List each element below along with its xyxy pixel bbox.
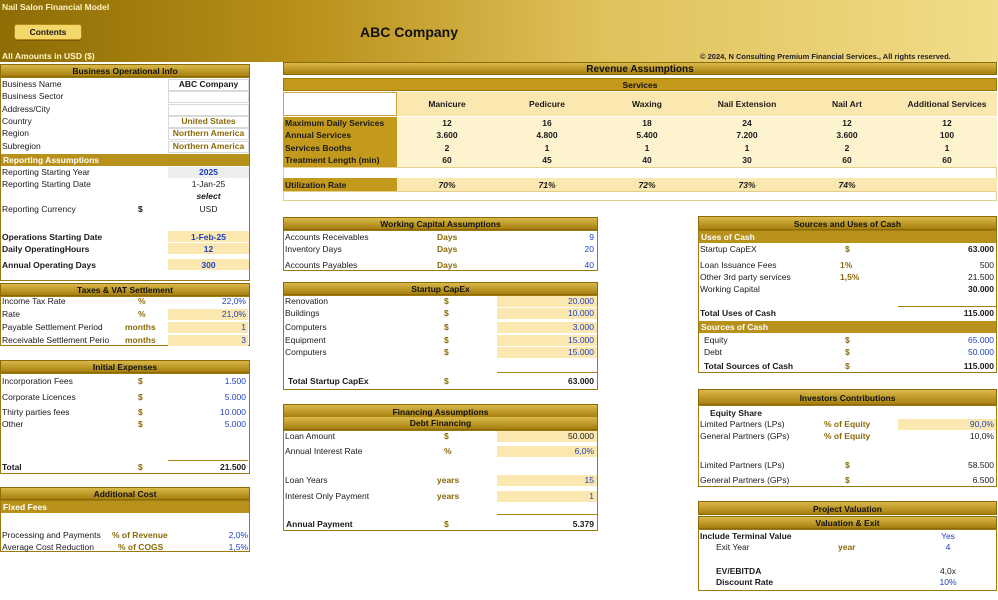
annual-payment-value: 5.379 [572,519,594,529]
financing-unit: $ [444,431,449,441]
total-uses-label: Total Uses of Cash [700,308,776,318]
start-year-value: 2025 [199,167,218,177]
expense-unit: $ [138,419,143,429]
debt-financing-header: Debt Financing [283,417,598,430]
investor-amount-label: General Partners (GPs) [700,475,790,485]
additional-label: Processing and Payments [2,530,101,540]
uses-value: 500 [979,260,994,270]
select-hint: select [196,191,221,201]
financing-value: 15 [584,475,594,485]
uses-unit: 1,5% [840,272,860,282]
sources-value: 50.000 [968,347,994,357]
service-name: Additional Services [907,99,987,109]
equity-share-label: Equity Share [710,408,762,418]
additional-unit: % of COGS [118,542,164,552]
tax-unit: % [138,309,146,319]
financing-value: 6,0% [574,446,594,456]
investor-share-label: General Partners (GPs) [700,431,790,441]
capex-label: Computers [285,322,327,332]
util-value[interactable]: 74% [838,180,856,190]
contents-button[interactable]: Contents [14,24,82,40]
wc-label: Accounts Payables [285,260,358,270]
tax-unit: months [125,335,156,345]
util-value[interactable]: 72% [638,180,656,190]
util-value[interactable]: 71% [538,180,556,190]
capex-label: Equipment [285,335,326,345]
annual-payment-label: Annual Payment [286,519,353,529]
revenue-row-label: Treatment Length (min) [285,154,380,165]
expense-label: Incorporation Fees [2,376,73,386]
revenue-value[interactable]: 24 [742,118,752,128]
ops-date-value: 1-Feb-25 [191,232,226,242]
days-label: Annual Operating Days [2,260,96,270]
uses-section: Uses of Cash [699,231,996,243]
capex-total-line [497,372,597,373]
util-value[interactable]: 70% [438,180,456,190]
expense-value: 5.000 [224,419,246,429]
wc-label: Inventory Days [285,244,342,254]
total-sources-unit: $ [845,361,850,371]
ops-date-label: Operations Starting Date [2,232,103,242]
revenue-value[interactable]: 12 [442,118,452,128]
wc-value[interactable]: 40 [584,260,594,270]
investor-share-unit: % of Equity [824,419,871,429]
investor-amount-value: 58.500 [968,460,994,470]
initial-header: Initial Expenses [0,360,250,373]
tax-label: Income Tax Rate [2,296,66,306]
tax-label: Payable Settlement Period [2,322,103,332]
additional-unit: % of Revenue [112,530,168,540]
financing-value: 1 [589,491,594,501]
financing-label: Annual Interest Rate [285,446,363,456]
wc-header: Working Capital Assumptions [283,217,598,230]
bizinfo-input[interactable] [168,91,249,103]
uses-value: 63.000 [968,244,994,254]
expense-value: 5.000 [224,392,246,402]
sources-section: Sources of Cash [699,321,996,333]
expense-label: Other [2,419,24,429]
uses-unit: $ [845,244,850,254]
investor-share-unit: % of Equity [824,431,871,441]
revenue-value[interactable]: 1 [544,142,550,153]
investor-share-value: 90,0% [969,419,994,429]
ev-ebitda-value[interactable]: 4,0x [939,566,957,576]
financing-unit: years [437,475,460,485]
uses-total-line [898,306,996,307]
currency-symbol: $ [138,204,143,214]
total-sources-value: 115.000 [963,361,994,371]
financing-total-line [497,514,597,515]
capex-unit: $ [444,296,449,306]
revenue-value[interactable]: 60 [842,154,852,165]
financing-value: 50.000 [568,431,594,441]
expense-label: Corporate Licences [2,392,76,402]
capex-total-label: Total Startup CapEx [288,376,369,386]
revenue-value[interactable]: 1 [644,142,650,153]
expense-unit: $ [138,407,143,417]
revenue-value[interactable]: 45 [542,154,552,165]
hours-label: Daily OperatingHours [2,244,90,254]
taxes-header: Taxes & VAT Settlement [0,283,250,296]
capex-unit: $ [444,347,449,357]
bizinfo-value: Northern America [172,128,245,139]
initial-total-unit: $ [138,462,143,472]
company-title: ABC Company [360,24,459,40]
discount-rate-label: Discount Rate [716,577,774,587]
investor-amount-unit: $ [845,460,850,470]
wc-value[interactable]: 20 [584,244,594,254]
wc-value[interactable]: 9 [589,232,594,242]
wc-unit: Days [437,244,458,254]
tax-value: 3 [241,335,246,345]
service-name: Nail Extension [717,99,777,109]
total-uses-value: 115.000 [963,308,994,318]
financing-header: Financing Assumptions [283,404,598,418]
revenue-row-label: Services Booths [285,142,352,153]
total-sources-label: Total Sources of Cash [704,361,794,371]
revenue-value[interactable]: 3.600 [436,130,458,141]
sources-header: Sources and Uses of Cash [698,216,997,230]
hours-value: 12 [203,244,214,254]
util-gap [283,191,997,201]
start-date-value[interactable]: 1-Jan-25 [191,179,226,189]
exit-year-label: Exit Year [716,542,750,552]
investors-header: Investors Contributions [698,389,997,405]
capex-total-value: 63.000 [568,376,594,386]
tax-label: Receivable Settlement Perio [2,335,110,345]
capex-total-unit: $ [444,376,449,386]
capex-value: 20.000 [568,296,594,306]
valuation-exit-header: Valuation & Exit [698,516,997,529]
bizinfo-label: Country [2,115,32,126]
sources-label: Debt [704,347,722,357]
bizinfo-input[interactable] [168,104,249,116]
tax-value: 21,0% [221,309,246,319]
initial-total-label: Total [2,462,22,472]
tax-unit: % [138,296,146,306]
revenue-value[interactable]: 12 [842,118,852,128]
uses-value: 30.000 [968,284,994,294]
service-name: Pedicure [529,99,565,109]
service-name: Nail Art [832,99,862,109]
financing-label: Interest Only Payment [285,491,370,501]
revenue-row-label: Maximum Daily Services [285,118,385,128]
financing-label: Loan Years [285,475,328,485]
exit-year-unit: year [838,542,856,552]
ev-ebitda-label: EV/EBITDA [716,566,762,576]
wc-unit: Days [437,260,458,270]
capex-value: 10.000 [568,308,594,318]
wc-unit: Days [437,232,458,242]
util-label: Utilization Rate [285,180,347,190]
services-header: Services [283,78,997,91]
capex-unit: $ [444,322,449,332]
uses-label: Startup CapEX [700,244,757,254]
currency-value[interactable]: USD [199,204,218,214]
days-value: 300 [201,260,216,270]
capex-unit: $ [444,335,449,345]
additional-value: 1,5% [228,542,248,552]
bizinfo-value: Northern America [172,140,245,151]
sources-label: Equity [704,335,728,345]
wc-label: Accounts Receivables [285,232,369,242]
investor-share-label: Limited Partners (LPs) [700,419,785,429]
revenue-value[interactable]: 30 [742,154,752,165]
sources-value: 65.000 [968,335,994,345]
expense-value: 1.500 [224,376,246,386]
financing-unit: years [437,491,460,501]
expense-unit: $ [138,392,143,402]
initial-total-value: 21.500 [220,462,246,472]
revenue-value[interactable]: 40 [642,154,652,165]
start-date-label: Reporting Starting Date [2,179,91,189]
capex-unit: $ [444,308,449,318]
copyright-text: © 2024, N Consulting Premium Financial Services., All rights reserved. [700,52,951,61]
capex-label: Renovation [285,296,329,306]
uses-value: 21.500 [968,272,994,282]
bizinfo-label: Subregion [2,140,41,151]
terminal-label: Include Terminal Value [700,531,792,541]
revenue-value[interactable]: 16 [542,118,552,128]
exit-year-value[interactable]: 4 [945,542,951,552]
capex-label: Buildings [285,308,320,318]
financing-unit: % [444,446,452,456]
bizinfo-header: Business Operational Info [0,64,250,77]
sources-unit: $ [845,335,850,345]
capex-value: 3.000 [572,322,594,332]
bizinfo-value: ABC Company [178,79,239,89]
initial-total-line [168,460,248,461]
expense-unit: $ [138,376,143,386]
revenue-value[interactable]: 2 [444,142,450,153]
financing-label: Loan Amount [285,431,336,441]
reporting-section: Reporting Assumptions [1,154,249,166]
uses-label: Other 3rd party services [700,272,791,282]
bizinfo-value: United States [181,115,236,126]
revenue-value[interactable]: 60 [942,154,952,165]
sources-unit: $ [845,347,850,357]
investor-share-value: 10,0% [969,431,994,441]
capex-value: 15.000 [568,347,594,357]
expense-value: 10.000 [220,407,246,417]
uses-label: Working Capital [700,284,760,294]
additional-header: Additional Cost [0,487,250,500]
capex-label: Computers [285,347,327,357]
util-value[interactable]: 73% [738,180,756,190]
uses-label: Loan Issuance Fees [700,260,777,270]
tax-unit: months [125,322,156,332]
bizinfo-label: Business Sector [2,91,64,102]
annual-payment-unit: $ [444,519,449,529]
valuation-header: Project Valuation [698,501,997,515]
revenue-value[interactable]: 1 [944,142,950,153]
revenue-value[interactable]: 4.800 [536,130,558,141]
currency-label: Reporting Currency [2,204,76,214]
revenue-value[interactable]: 2 [844,142,850,153]
revenue-value[interactable]: 7.200 [736,130,758,141]
capex-value: 15.000 [568,335,594,345]
revenue-header: Revenue Assumptions [283,62,997,75]
revenue-value[interactable]: 60 [442,154,452,165]
uses-unit: 1% [840,260,853,270]
tax-value: 22,0% [221,296,246,306]
revenue-value[interactable]: 18 [642,118,652,128]
investor-amount-unit: $ [845,475,850,485]
revenue-value[interactable]: 100 [939,130,955,141]
bizinfo-label: Business Name [2,79,62,89]
tax-label: Rate [2,309,20,319]
tax-value: 1 [241,322,246,332]
services-corner [283,92,397,116]
service-name: Manicure [428,99,466,109]
additional-value: 2,0% [228,530,248,540]
investor-amount-value: 6.500 [972,475,994,485]
terminal-value[interactable]: Yes [941,531,955,541]
revenue-value[interactable]: 12 [942,118,952,128]
app-title: Nail Salon Financial Model [2,2,110,12]
revenue-value[interactable]: 5.400 [636,130,658,141]
fixed-fees-section: Fixed Fees [1,501,249,513]
start-year-label: Reporting Starting Year [2,167,90,177]
currency-note: All Amounts in USD ($) [2,51,95,61]
investor-amount-label: Limited Partners (LPs) [700,460,785,470]
revenue-row-label: Annual Services [285,130,352,141]
additional-label: Average Cost Reduction [2,542,94,552]
expense-label: Thirty parties fees [2,407,70,417]
bizinfo-label: Region [2,128,29,139]
bizinfo-label: Address/City [2,103,51,114]
capex-header: Startup CapEx [283,282,598,295]
revenue-value[interactable]: 1 [744,142,750,153]
service-name: Waxing [632,99,662,109]
revenue-value[interactable]: 3.600 [836,130,858,141]
discount-rate-value[interactable]: 10% [939,577,957,587]
